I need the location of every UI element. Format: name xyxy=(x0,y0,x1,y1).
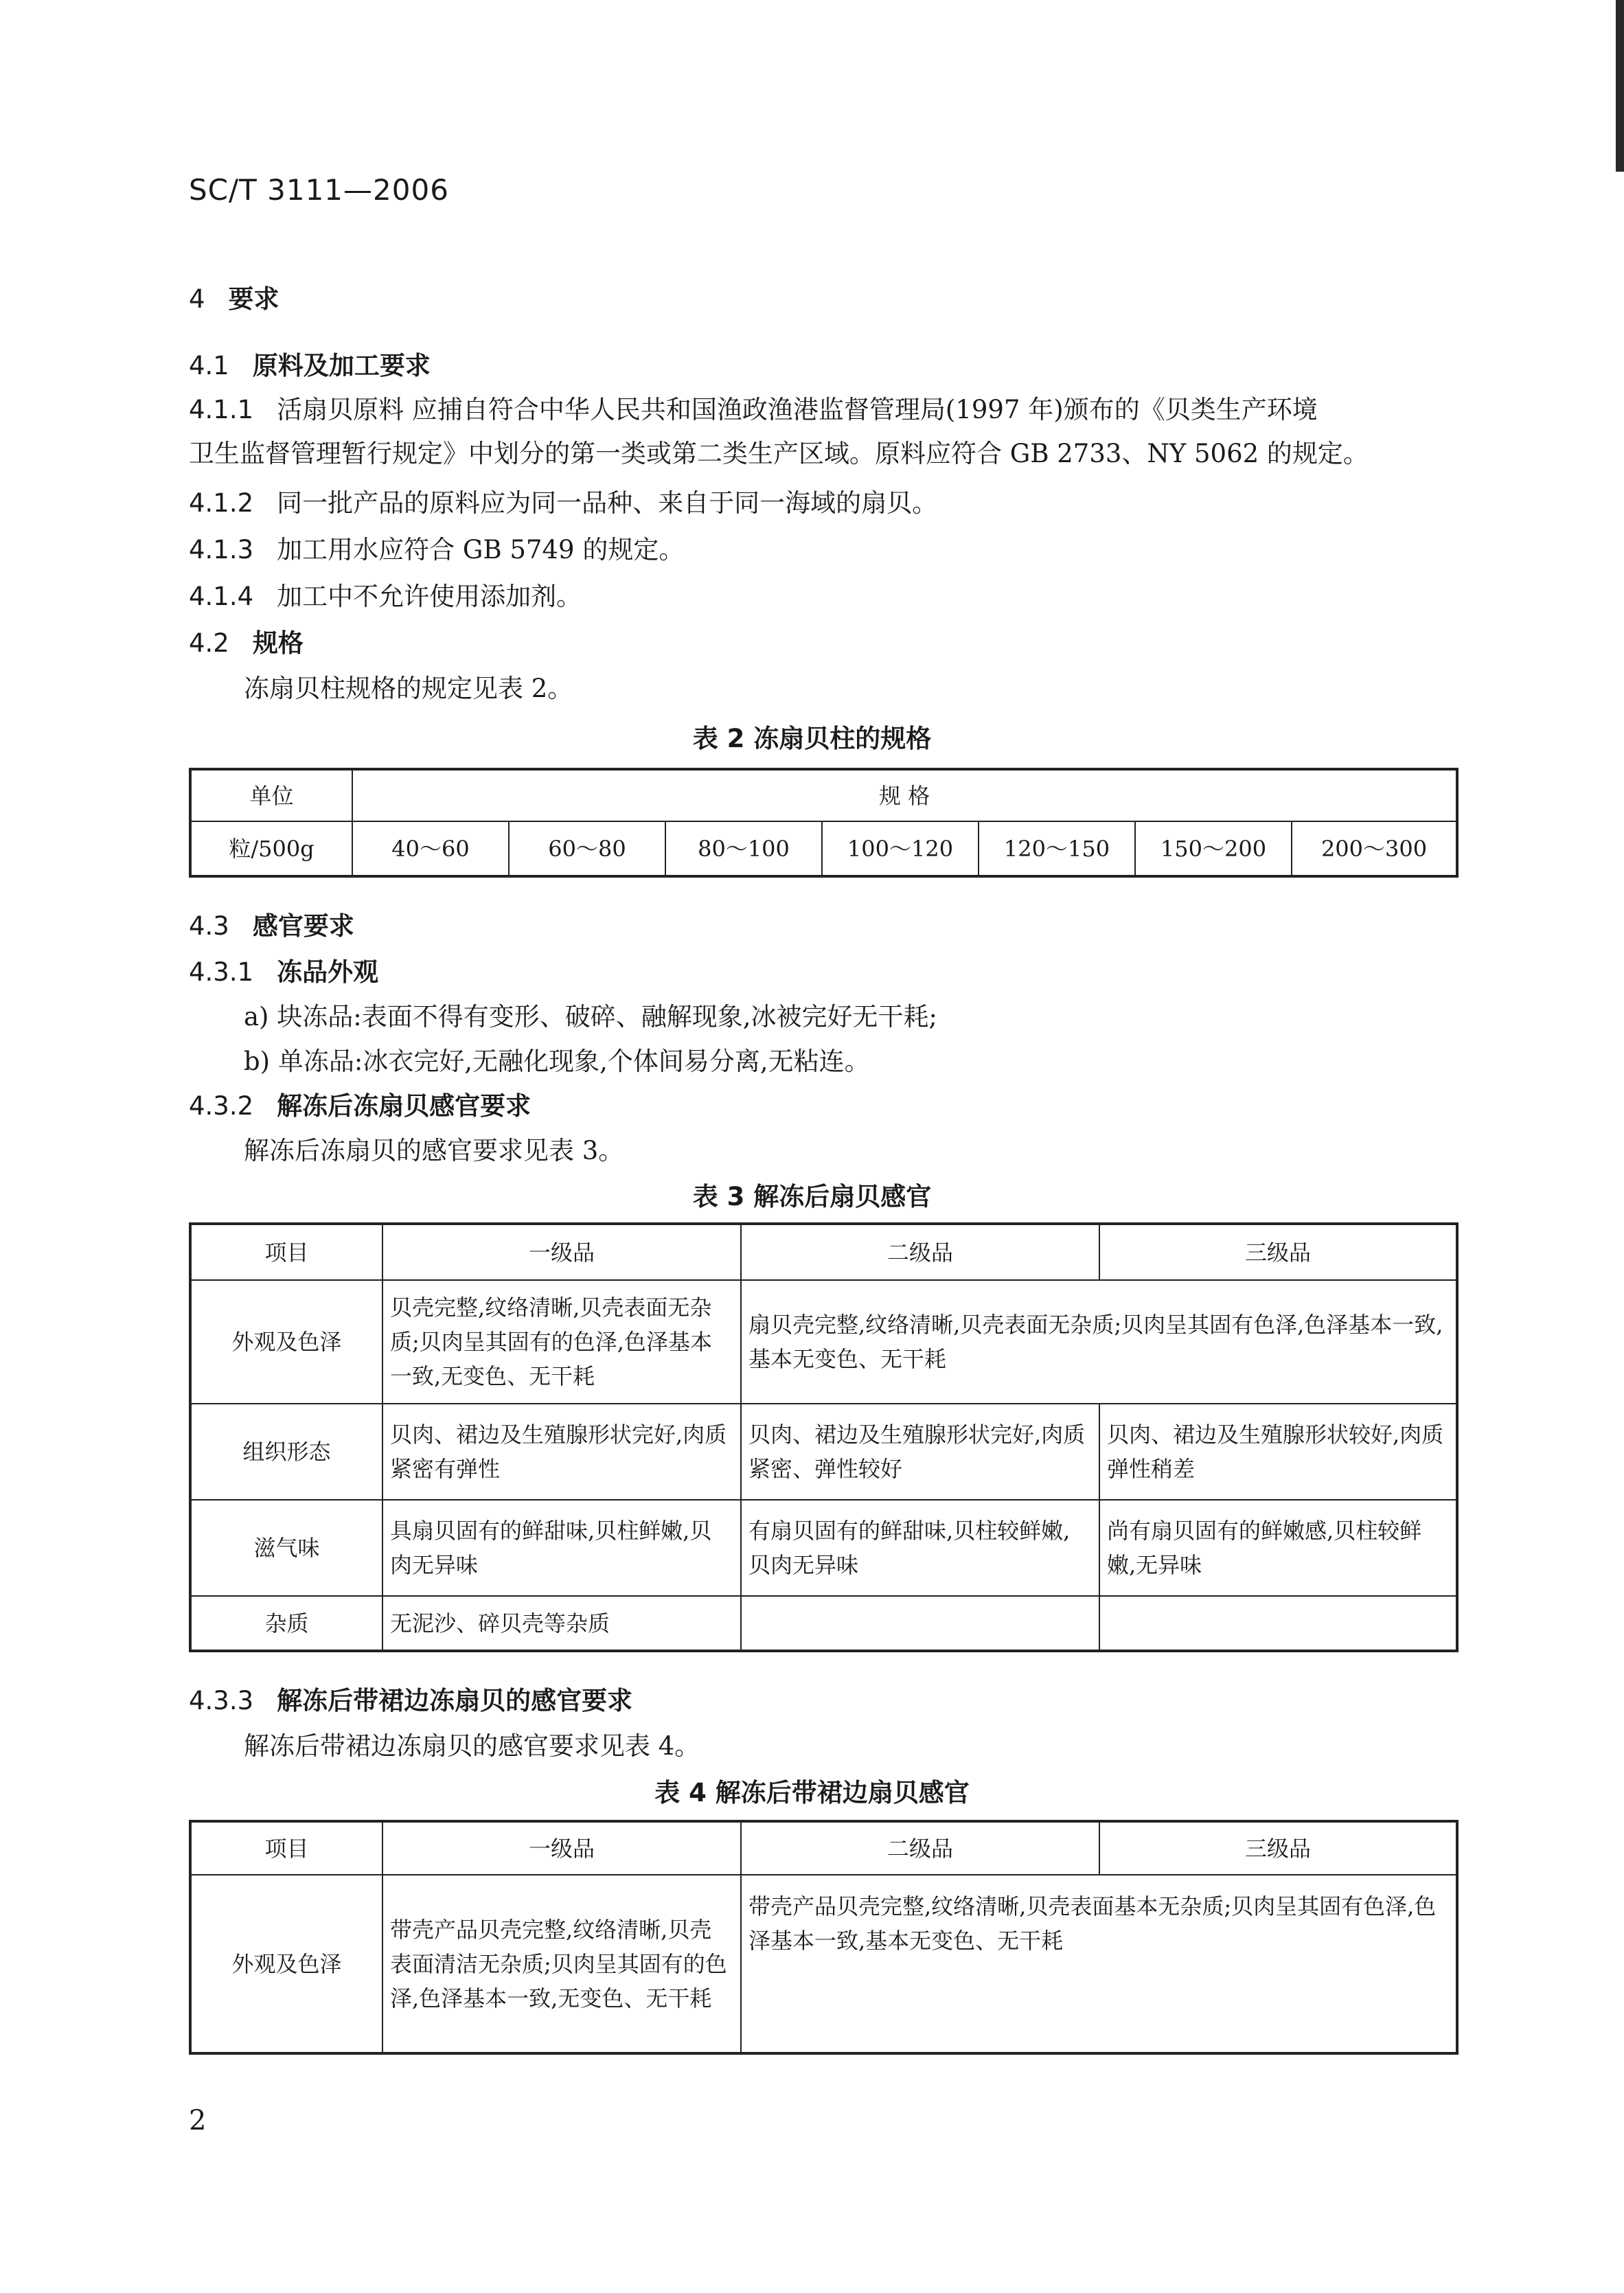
table-3-cell: 贝肉、裙边及生殖腺形状完好,肉质紧密、弹性较好 xyxy=(741,1404,1099,1500)
clause-4-1-2: 4.1.2 同一批产品的原料应为同一品种、来自于同一海域的扇贝。 xyxy=(189,488,938,518)
table-4-caption: 表 4 解冻后带裙边扇贝感官 xyxy=(654,1778,970,1807)
table-3-header: 二级品 xyxy=(741,1224,1099,1280)
table-3-caption: 表 3 解冻后扇贝感官 xyxy=(692,1182,932,1211)
table-3-item: 外观及色泽 xyxy=(190,1280,382,1404)
table-3-cell: 无泥沙、碎贝壳等杂质 xyxy=(382,1596,741,1651)
section-4-3-2-text: 解冻后冻扇贝的感官要求见表 3。 xyxy=(244,1136,624,1165)
table-2-unit: 粒/500g xyxy=(190,821,352,876)
table-3-item: 杂质 xyxy=(190,1596,382,1651)
scan-edge-shadow xyxy=(1616,0,1624,172)
standard-code: SC/T 3111—2006 xyxy=(189,173,449,207)
section-4-3-2-heading: 4.3.2 解冻后冻扇贝感官要求 xyxy=(189,1091,531,1121)
list-item-a: a) 块冻品:表面不得有变形、破碎、融解现象,冰被完好无干耗; xyxy=(244,1002,937,1031)
table-2-range: 200～300 xyxy=(1292,821,1457,876)
table-4-cell: 带壳产品贝壳完整,纹络清晰,贝壳表面清洁无杂质;贝肉呈其固有的色泽,色泽基本一致,无变色、无干耗 xyxy=(382,1875,741,2053)
clause-4-1-1-continued: 卫生监督管理暂行规定》中划分的第一类或第二类生产区域。原料应符合 GB 2733、NY 5062 的规定。 xyxy=(189,439,1369,468)
table-2-spec-header: 规 格 xyxy=(352,769,1457,821)
table-4-header: 三级品 xyxy=(1099,1821,1457,1875)
table-3-item: 组织形态 xyxy=(190,1404,382,1500)
table-4-header: 项目 xyxy=(190,1821,382,1875)
table-2-caption: 表 2 冻扇贝柱的规格 xyxy=(692,724,932,753)
table-2-range: 40～60 xyxy=(352,821,509,876)
table-4-sensory xyxy=(189,1820,1459,2055)
section-4-1-heading: 4.1 原料及加工要求 xyxy=(189,351,431,380)
table-3-cell: 贝肉、裙边及生殖腺形状完好,肉质紧密有弹性 xyxy=(382,1404,741,1500)
clause-4-1-3: 4.1.3 加工用水应符合 GB 5749 的规定。 xyxy=(189,535,685,564)
clause-4-1-4: 4.1.4 加工中不允许使用添加剂。 xyxy=(189,582,582,611)
table-3-cell: 具扇贝固有的鲜甜味,贝柱鲜嫩,贝肉无异味 xyxy=(382,1500,741,1596)
table-4-item: 外观及色泽 xyxy=(190,1875,382,2053)
section-4-2-text: 冻扇贝柱规格的规定见表 2。 xyxy=(244,674,573,703)
table-2-range: 150～200 xyxy=(1135,821,1292,876)
table-3-cell: 有扇贝固有的鲜甜味,贝柱较鲜嫩,贝肉无异味 xyxy=(741,1500,1099,1596)
table-3-cell-merged: 扇贝壳完整,纹络清晰,贝壳表面无杂质;贝肉呈其固有色泽,色泽基本一致,基本无变色、无干耗 xyxy=(741,1280,1457,1404)
table-2-range: 100～120 xyxy=(822,821,979,876)
table-3-cell xyxy=(741,1596,1099,1651)
table-4-header: 二级品 xyxy=(741,1821,1099,1875)
table-3-sensory xyxy=(189,1222,1459,1652)
table-3-header: 三级品 xyxy=(1099,1224,1457,1280)
table-2-range: 120～150 xyxy=(979,821,1135,876)
page-number: 2 xyxy=(189,2105,207,2136)
section-4-heading: 4 要求 xyxy=(189,284,279,314)
section-4-3-3-heading: 4.3.3 解冻后带裙边冻扇贝的感官要求 xyxy=(189,1686,633,1715)
section-4-2-heading: 4.2 规格 xyxy=(189,628,304,658)
table-3-header: 项目 xyxy=(190,1224,382,1280)
table-3-header: 一级品 xyxy=(382,1224,741,1280)
table-3-cell: 贝壳完整,纹络清晰,贝壳表面无杂质;贝肉呈其固有的色泽,色泽基本一致,无变色、无干耗 xyxy=(382,1280,741,1404)
table-3-cell xyxy=(1099,1596,1457,1651)
table-2-range: 60～80 xyxy=(509,821,665,876)
list-item-b: b) 单冻品:冰衣完好,无融化现象,个体间易分离,无粘连。 xyxy=(244,1047,870,1076)
table-3-item: 滋气味 xyxy=(190,1500,382,1596)
table-2-range: 80～100 xyxy=(665,821,822,876)
table-3-cell: 贝肉、裙边及生殖腺形状较好,肉质弹性稍差 xyxy=(1099,1404,1457,1500)
table-4-cell-merged: 带壳产品贝壳完整,纹络清晰,贝壳表面基本无杂质;贝肉呈其固有色泽,色泽基本一致,基本无变色、无干耗 xyxy=(741,1875,1457,2053)
table-4-header: 一级品 xyxy=(382,1821,741,1875)
table-3-cell: 尚有扇贝固有的鲜嫩感,贝柱较鲜嫩,无异味 xyxy=(1099,1500,1457,1596)
clause-4-1-1: 4.1.1 活扇贝原料 应捕自符合中华人民共和国渔政渔港监督管理局(1997 年)颁布的《贝类生产环境 xyxy=(189,395,1318,424)
section-4-3-3-text: 解冻后带裙边冻扇贝的感官要求见表 4。 xyxy=(244,1731,700,1761)
section-4-3-heading: 4.3 感官要求 xyxy=(189,911,354,941)
table-2-spec xyxy=(189,768,1459,878)
table-2-unit-header: 单位 xyxy=(190,769,352,821)
section-4-3-1-heading: 4.3.1 冻品外观 xyxy=(189,957,379,987)
